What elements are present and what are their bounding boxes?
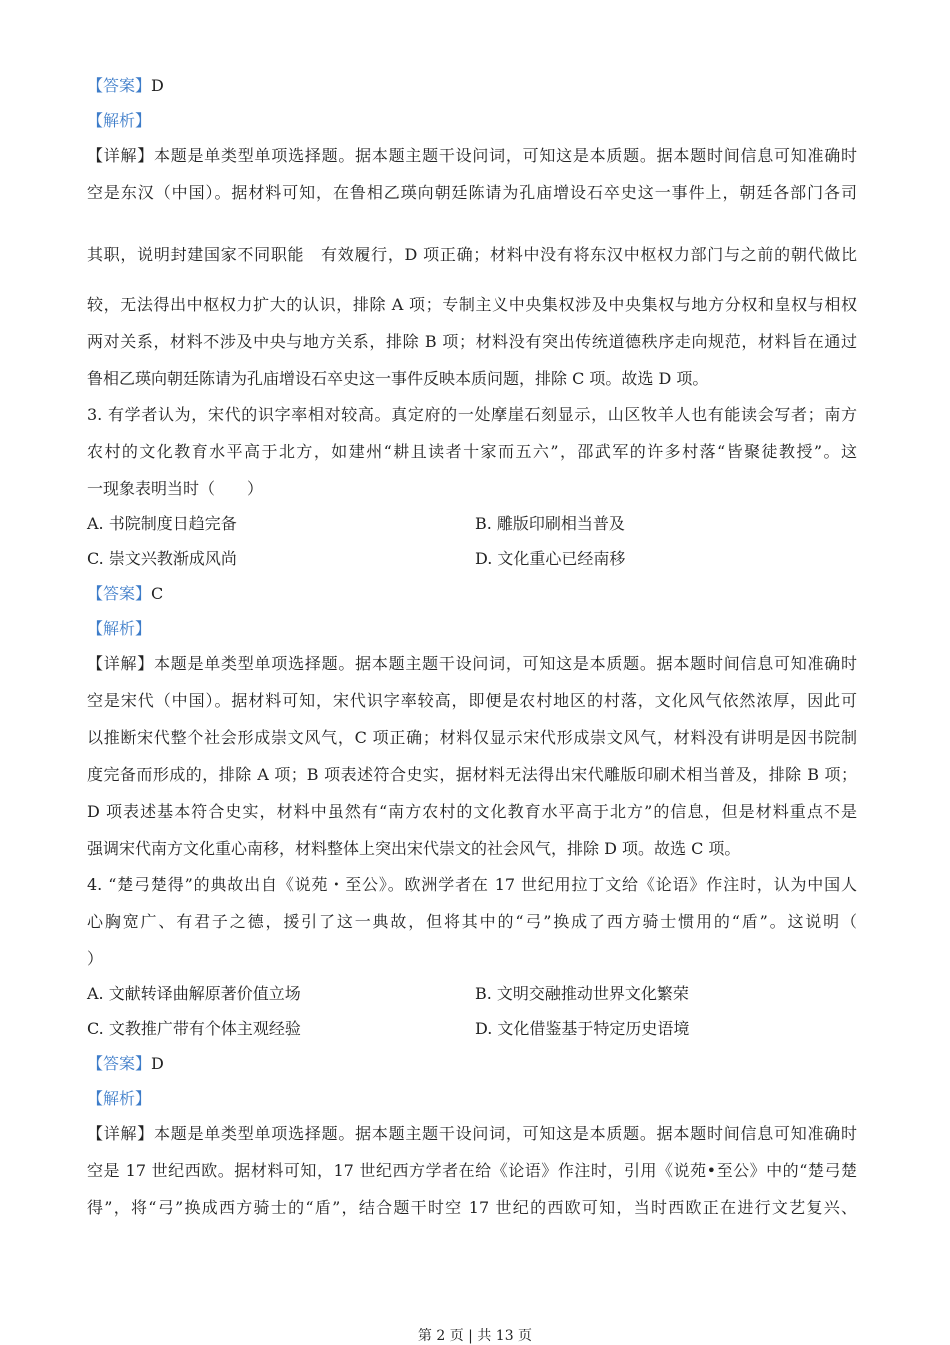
text-line xyxy=(87,442,857,462)
line-text: 以推断宋代整个社会形成崇文风气，C 项正确；材料仅显示宋代形成崇文风气，材料没有讲明是因书院制 xyxy=(87,728,857,747)
detail-line xyxy=(87,146,857,166)
detail-label: 【详解】 xyxy=(87,146,155,165)
text-line xyxy=(87,479,263,499)
line-text: D xyxy=(151,1054,164,1073)
text-line xyxy=(87,912,857,932)
text-line xyxy=(87,405,857,425)
text-line xyxy=(87,295,857,315)
line-text: 其职，说明封建国家不同职能 有效履行，D 项正确；材料中没有将东汉中枢权力部门与之前的朝代做比 xyxy=(87,245,857,264)
text-line xyxy=(87,369,708,389)
line-text: 本题是单类型单项选择题。据本题主题干设问词，可知这是本质题。据本题时间信息可知准确时 xyxy=(154,654,857,673)
text-line xyxy=(87,183,857,203)
answer-line xyxy=(87,1054,164,1074)
text-line xyxy=(87,691,857,711)
line-text: 农村的文化教育水平高于北方，如建州“耕且读者十家而五六”，邵武军的许多村落“皆聚徒教授”。这 xyxy=(87,442,857,461)
answer-label: 【答案】 xyxy=(87,1054,152,1073)
page-footer: 第 2 页 | 共 13 页 xyxy=(417,1328,533,1344)
choice-option: C. 文教推广带有个体主观经验 xyxy=(87,1019,301,1038)
line-text: 两对关系，材料不涉及中央与地方关系，排除 B 项；材料没有突出传统道德秩序走向规范，材料旨在通过 xyxy=(87,332,857,351)
text-line xyxy=(87,802,857,822)
line-text: 心胸宽广、有君子之德，援引了这一典故，但将其中的“弓”换成了西方骑士惯用的“盾”。这说明（ xyxy=(87,912,857,931)
line-text: 得”，将“弓”换成西方骑士的“盾”，结合题干时空 17 世纪的西欧可知，当时西欧正在进行文艺复兴、 xyxy=(87,1198,857,1217)
line-text: C xyxy=(151,584,164,603)
analysis-line xyxy=(87,111,151,131)
analysis-label: 【解析】 xyxy=(87,1089,152,1108)
analysis-line xyxy=(87,619,151,639)
line-text: 度完备而形成的，排除 A 项；B 项表述符合史实，据材料无法得出宋代雕版印刷术相当普及，排除 B 项； xyxy=(87,765,857,784)
analysis-label: 【解析】 xyxy=(87,619,152,638)
choice-option: A. 书院制度日趋完备 xyxy=(87,514,237,533)
line-text: D 项表述基本符合史实，材料中虽然有“南方农村的文化教育水平高于北方”的信息，但是材料重点不是 xyxy=(87,802,857,821)
line-text: ） xyxy=(87,949,104,968)
line-text: 较，无法得出中枢权力扩大的认识，排除 A 项；专制主义中央集权涉及中央集权与地方分权和皇权与相权 xyxy=(87,295,857,314)
analysis-line xyxy=(87,1089,151,1109)
text-line xyxy=(87,1161,857,1181)
choice-option: D. 文化借鉴基于特定历史语境 xyxy=(475,1019,690,1038)
choice-option: C. 崇文兴教渐成风尚 xyxy=(87,549,237,568)
line-text: 空是 17 世纪西欧。据材料可知，17 世纪西方学者在给《论语》作注时，引用《说苑•至公》中的“楚弓楚 xyxy=(87,1161,857,1180)
line-text: D xyxy=(151,76,164,95)
line-text: 4. “楚弓楚得”的典故出自《说苑・至公》。欧洲学者在 17 世纪用拉丁文给《论语》作注时，认为中国人 xyxy=(87,875,857,894)
text-line xyxy=(87,765,857,785)
answer-line xyxy=(87,584,163,604)
text-line xyxy=(87,875,857,895)
choice-option: B. 文明交融推动世界文化繁荣 xyxy=(475,984,689,1003)
text-line xyxy=(87,1198,857,1218)
text-line xyxy=(87,245,857,265)
line-text: 空是东汉（中国）。据材料可知，在鲁相乙瑛向朝廷陈请为孔庙增设石卒史这一事件上，朝廷各部门各司 xyxy=(87,183,857,202)
answer-label: 【答案】 xyxy=(87,584,152,603)
line-text: 鲁相乙瑛向朝廷陈请为孔庙增设石卒史这一事件反映本质问题，排除 C 项。故选 D 项。 xyxy=(87,369,709,388)
line-text: 本题是单类型单项选择题。据本题主题干设问词，可知这是本质题。据本题时间信息可知准确时 xyxy=(154,1124,857,1143)
analysis-label: 【解析】 xyxy=(87,111,152,130)
answer-label: 【答案】 xyxy=(87,76,152,95)
text-line xyxy=(87,728,857,748)
detail-line xyxy=(87,654,857,674)
line-text: 一现象表明当时（ ） xyxy=(87,479,264,498)
choice-option: B. 雕版印刷相当普及 xyxy=(475,514,625,533)
text-line xyxy=(87,332,857,352)
choice-option: D. 文化重心已经南移 xyxy=(475,549,626,568)
detail-label: 【详解】 xyxy=(87,1124,155,1143)
choice-option: A. 文献转译曲解原著价值立场 xyxy=(87,984,301,1003)
answer-line xyxy=(87,76,164,96)
text-line xyxy=(87,949,103,969)
line-text: 3. 有学者认为，宋代的识字率相对较高。真定府的一处摩崖石刻显示，山区牧羊人也有能读会写者；南方 xyxy=(87,405,857,424)
line-text: 空是宋代（中国）。据材料可知，宋代识字率较高，即便是农村地区的村落，文化风气依然浓厚，因此可 xyxy=(87,691,857,710)
line-text: 强调宋代南方文化重心南移，材料整体上突出宋代崇文的社会风气，排除 D 项。故选 C 项。 xyxy=(87,839,741,858)
line-text: 本题是单类型单项选择题。据本题主题干设问词，可知这是本质题。据本题时间信息可知准确时 xyxy=(154,146,857,165)
text-line xyxy=(87,839,740,859)
detail-line xyxy=(87,1124,857,1144)
detail-label: 【详解】 xyxy=(87,654,155,673)
